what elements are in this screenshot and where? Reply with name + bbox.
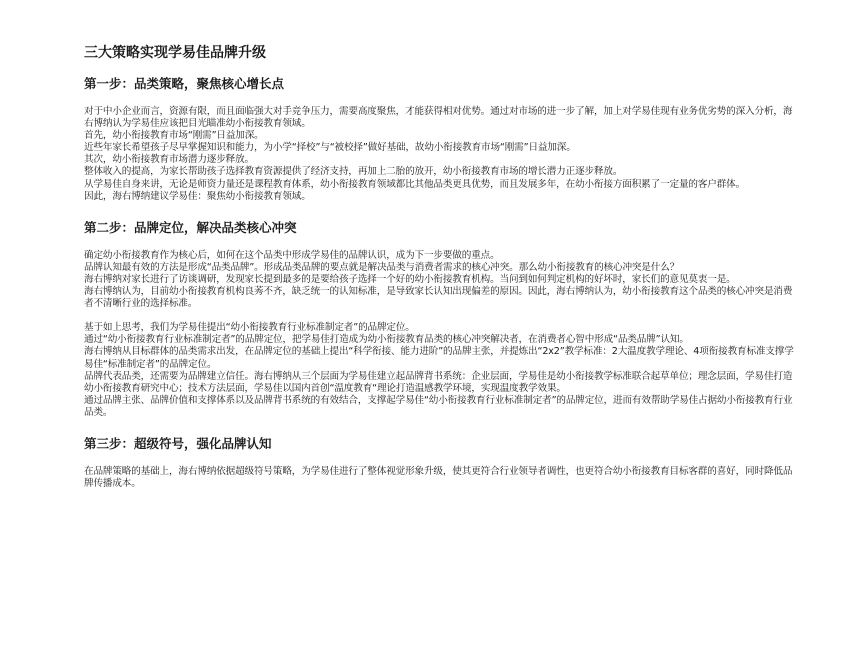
paragraph: 对于中小企业而言，资源有限，而且面临强大对手竞争压力，需要高度聚焦，才能获得相对优势。通过对市场的进一步了解，加上对学易佳现有业务优劣势的深入分析，海右博纳认为学易佳应该把目光瞄准幼小衔接教育领域。 — [84, 106, 793, 130]
paragraph: 品牌认知最有效的方法是形成“品类品牌”。形成品类品牌的要点就是解决品类与消费者需求的核心冲突。那么幼小衔接教育的核心冲突是什么？ — [84, 261, 680, 273]
step-3-body — [84, 466, 800, 490]
paragraph: 品牌代表品类，还需要为品牌建立信任。海右博纳从三个层面为学易佳建立起品牌背书系统：企业层面，学易佳是幼小衔接教学标准联合起草单位；理念层面，学易佳打造幼小衔接教育研究中心；技术方法层面，学易佳以国内首创“温度教育“理论打造温感教学环境，实现温度教学效果。 — [84, 370, 793, 394]
paragraph: 因此，海右博纳建议学易佳：聚焦幼小衔接教育领域。 — [84, 190, 311, 202]
paragraph: 首先，幼小衔接教育市场“刚需”日益加深。 — [84, 130, 264, 142]
step-1-body — [84, 106, 800, 203]
paragraph: 通过“幼小衔接教育行业标准制定者”的品牌定位，把学易佳打造成为幼小衔接教育品类的核心冲突解决者，在消费者心智中形成“品类品牌”认知。 — [84, 334, 689, 346]
paragraph: 近些年家长希望孩子尽早掌握知识和能力，为小学“择校”与“被校择”做好基础，故幼小衔接教育市场“刚需”日益加深。 — [84, 142, 576, 154]
paragraph: 整体收入的提高，为家长帮助孩子选择教育资源提供了经济支持，再加上二胎的放开，幼小衔接教育市场的增长潜力正逐步释放。 — [84, 166, 623, 178]
step-1-heading: 第一步：品类策略，聚焦核心增长点 — [84, 76, 285, 91]
step-3-heading: 第三步：超级符号，强化品牌认知 — [84, 435, 272, 451]
paragraph: 确定幼小衔接教育作为核心后，如何在这个品类中形成学易佳的品牌认识，成为下一步要做的重点。 — [84, 249, 500, 261]
step-2-body — [84, 250, 800, 419]
paragraph: 在品牌策略的基础上，海右博纳依据超级符号策略，为学易佳进行了整体视觉形象升级，使其更符合行业领导者调性，也更符合幼小衔接教育目标客群的喜好，同时降低品牌传播成本。 — [84, 465, 793, 490]
paragraph: 其次，幼小衔接教育市场潜力逐步释放。 — [84, 154, 254, 166]
paragraph: 通过品牌主张、品牌价值和支撑体系以及品牌背书系统的有效结合，支撑起学易佳“幼小衔接教育行业标准制定者”的品牌定位，进而有效帮助学易佳占据幼小衔接教育行业品类。 — [84, 394, 793, 418]
paragraph: 海右博纳从目标群体的品类需求出发，在品牌定位的基础上提出“科学衔接、能力进阶”的品牌主张，并提炼出“2x2”教学标准：2大温度教学理论、4项衔接教育标准支撑学易佳“标准制定者”的品牌定位。 — [84, 346, 794, 370]
paragraph: 海右博纳对家长进行了访谈调研，发现家长提到最多的是要给孩子选择一个好的幼小衔接教育机构。当问到如何判定机构的好坏时，家长们的意见莫衷一是。 — [84, 273, 736, 285]
paragraph: 从学易佳自身来讲，无论是师资力量还是课程教育体系，幼小衔接教育领域都比其他品类更具优势，而且发展多年，在幼小衔接方面积累了一定量的客户群体。 — [84, 178, 746, 190]
paragraph: 海右博纳认为，目前幼小衔接教育机构良莠不齐，缺乏统一的认知标准，是导致家长认知出现偏差的原因。因此，海右博纳认为，幼小衔接教育这个品类的核心冲突是消费者不清晰行业的选择标准。 — [84, 286, 793, 310]
document-title: 三大策略实现学易佳品牌升级 — [84, 45, 266, 61]
step-2-heading: 第二步：品牌定位，解决品类核心冲突 — [84, 219, 297, 235]
paragraph: 基于如上思考，我们为学易佳提出“幼小衔接教育行业标准制定者”的品牌定位。 — [84, 322, 415, 334]
